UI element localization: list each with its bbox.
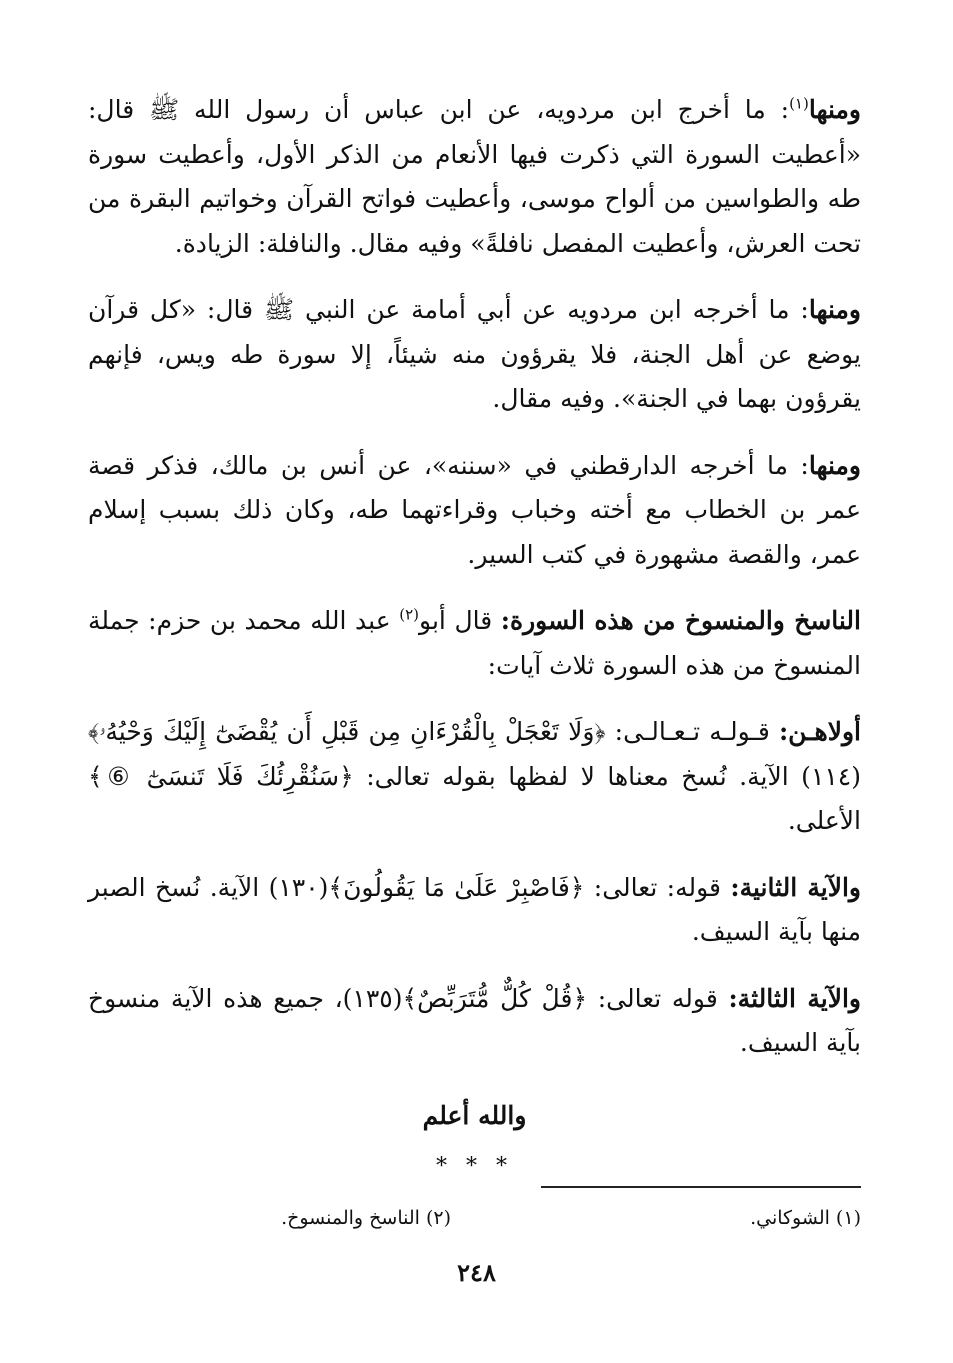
paragraph-4	[88, 599, 861, 688]
paragraph-6-lead: والآية الثانية:	[730, 872, 862, 902]
section-divider-stars: * * *	[436, 1153, 513, 1179]
paragraph-6	[88, 866, 861, 955]
paragraph-4-text: عبد الله محمد بن حزم: جملة المنسوخ من هذه السورة ثلاث آيات:	[88, 606, 861, 680]
closing-phrase: والله أعلم	[422, 1100, 527, 1130]
paragraph-2-lead: ومنها	[808, 295, 861, 324]
paragraph-4-text-pre: قال أبو	[419, 606, 501, 635]
paragraph-3-text: : ما أخرجه الدارقطني في «سننه»، عن أنس بن مالك، فذكر قصة عمر بن الخطاب مع أخته وخباب وقراءتهما طه، وكان ذلك بسبب إسلام عمر، والقصة مشهورة في كتب السير.	[88, 450, 862, 569]
paragraph-1-lead: ومنها	[808, 95, 861, 124]
page-number: ٢٤٨	[457, 1258, 496, 1287]
paragraph-7	[88, 977, 861, 1066]
paragraph-3-lead: ومنها	[808, 450, 861, 480]
paragraph-7-text: قوله تعالى: ﴿قُلْ كُلٌّ مُّتَرَبِّصٌ﴾(١٣٥)، جميع هذه الآية منسوخ بآية السيف.	[88, 983, 861, 1057]
paragraph-6-text: قوله: تعالى: ﴿فَاصْبِرْ عَلَىٰ مَا يَقُولُونَ﴾(١٣٠) الآية. نُسخ الصبر منها بآية السيف.	[88, 872, 861, 946]
paragraph-2-text: : ما أخرجه ابن مردويه عن أبي أمامة عن النبي ﷺ قال: «كل قرآن يوضع عن أهل الجنة، فلا يقرؤون منه شيئاً، إلا سورة طه ويس، فإنهم يقرؤون بهما في الجنة». وفيه مقال.	[88, 295, 861, 413]
paragraph-5	[88, 710, 861, 844]
footnote-separator	[541, 1186, 861, 1188]
footnote-ref-2[interactable]: (٢)	[399, 605, 420, 624]
paragraph-7-lead: والآية الثالثة:	[728, 983, 861, 1013]
paragraph-1-text: : ما أخرج ابن مردويه، عن ابن عباس أن رسول الله ﷺ قال: «أعطيت السورة التي ذكرت فيها الأنعام من الذكر الأول، وأعطيت سورة طه والطواسين من ألواح موسى، وأعطيت فواتح القرآن وخواتيم البقرة من تحت العرش، وأعطيت المفصل نافلةً» وفيه مقال. والنافلة: الزيادة.	[88, 95, 861, 258]
paragraph-2	[88, 288, 861, 422]
footnote-1: (١) الشوكاني.	[750, 1207, 861, 1229]
footnote-2: (٢) الناسخ والمنسوخ.	[281, 1207, 451, 1229]
paragraph-4-lead: الناسخ والمنسوخ من هذه السورة:	[500, 606, 861, 635]
paragraph-3	[88, 444, 861, 578]
paragraph-5-text: قـولـه تـعـالـى: ﴿وَلَا تَعْجَلْ بِالْقُرْءَانِ مِن قَبْلِ أَن يُقْضَىٰٓ إِلَيْكَ وَحْيُهُۥ﴾(١١٤) الآية. نُسخ معناها لا لفظها بقوله تعالى: ﴿سَنُقْرِئُكَ فَلَا تَنسَىٰٓ ⑥﴾ الأعلى.	[88, 717, 861, 835]
footnote-ref-1[interactable]: (١)	[789, 94, 809, 113]
paragraph-1	[88, 88, 861, 266]
paragraph-5-lead: أولاهـن:	[778, 717, 861, 746]
